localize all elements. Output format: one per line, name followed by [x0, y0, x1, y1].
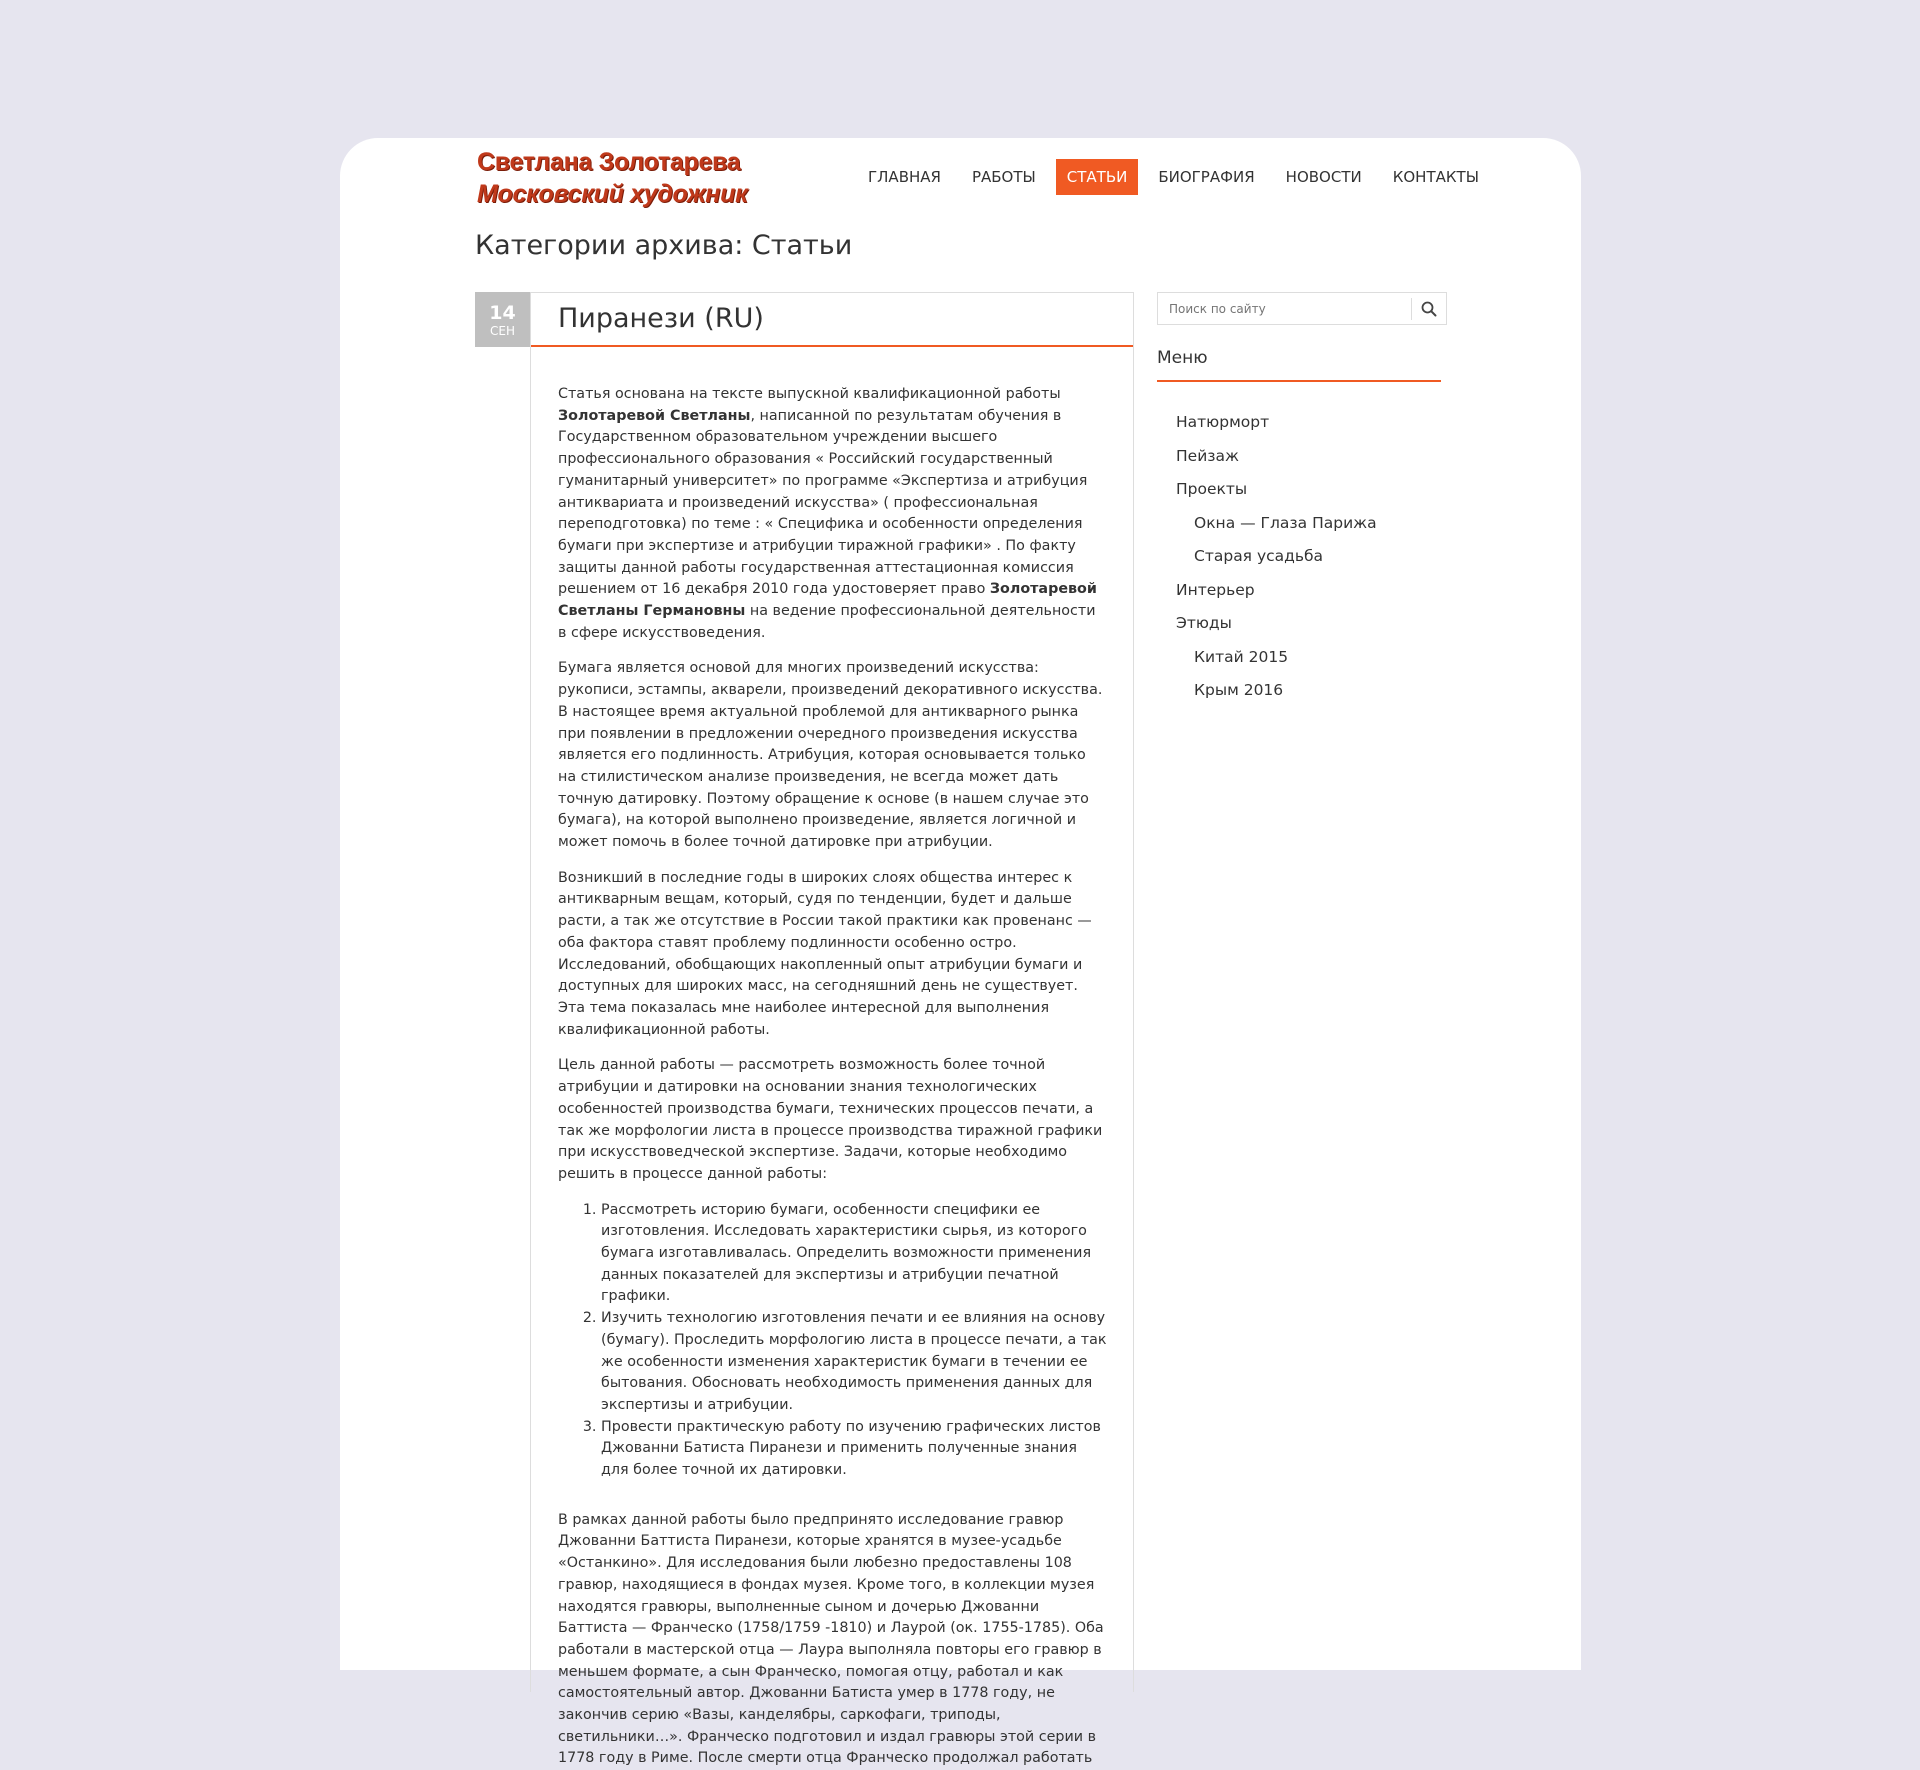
- text-span: Статья основана на тексте выпускной квалификационной работы: [558, 386, 1061, 402]
- author-name-bold: Золотаревой Светланы: [558, 407, 751, 424]
- sidebar-menu-heading: Меню: [1157, 348, 1441, 382]
- post-paragraph-5: В рамках данной работы было предпринято исследование гравюр Джованни Баттиста Пиранези, которые хранятся в музее-усадьбе «Останкино». Для исследования были любезно предоставлены 108 гравюр, находящиеся в фондах музея. Кроме того, в коллекции музея находятся гравюры, выполненные сыном и дочерью Джованни Баттиста — Франческо (1758/1759 -1810) и Лаурой (ок. 1755-1785). Оба работали в мастерской отца — Лаура выполняла повторы его гравюр в меньшем формате, а сын Франческо, помогая отцу, работал и как самостоятельный автор. Джованни Батиста умер в 1778 году, не закончив серию «Вазы, канделябры, саркофаги, триподы, светильники…». Франческо подготовил и издал гравюры этой серии в 1778 году в Риме. После смерти отца Франческо продолжал работать: [558, 1511, 1104, 1767]
- sidebar-item-old-estate[interactable]: Старая усадьба: [1194, 547, 1324, 565]
- search-input[interactable]: [1158, 294, 1411, 324]
- text-span: на ведение профессиональной деятельности в сфере искусствоведения.: [558, 603, 1096, 641]
- search-icon: [1421, 301, 1437, 317]
- nav-news[interactable]: НОВОСТИ: [1285, 168, 1362, 186]
- tasks-list-item: 3. Провести практическую работу по изучению графических листов Джованни Батиста Пиранези и применить полученные знания для более точной их датировки.: [601, 1417, 1107, 1482]
- tasks-list: [558, 1200, 1107, 1482]
- logo-line-2: Московский художник: [477, 180, 748, 208]
- archive-title: Категории архива: Статьи: [475, 230, 853, 261]
- sidebar-item-interior[interactable]: Интерьер: [1176, 580, 1255, 599]
- sidebar-item-projects[interactable]: Проекты: [1176, 480, 1248, 498]
- page-card: [340, 138, 1581, 1767]
- sidebar-item-sketches[interactable]: Этюды: [1176, 614, 1232, 632]
- search-button[interactable]: [1412, 293, 1446, 324]
- post-paragraph-2: Бумага является основой для многих произведений искусства: рукописи, эстампы, акварели, произведений декоративного искусства. В настоящее время актуальной проблемой для антикварного рынка при появлении в предложении очередного произведения искусства является его подлинность. Атрибуция, которая основывается только на стилистическом анализе произведения, не всегда может дать точную датировку. Поэтому обращение к основе (в нашем случае это бумага), на которой выполнено произведение, является логичной и может помочь в более точной датировке при атрибуции.: [558, 660, 1103, 851]
- logo-line-1: Светлана Золотарева: [477, 148, 741, 176]
- post-date-month: СЕН: [490, 324, 515, 338]
- post-title[interactable]: Пиранези (RU): [531, 293, 1133, 347]
- tasks-list-item: 1. Рассмотреть историю бумаги, особенности специфики ее изготовления. Исследовать характеристики сырья, из которого бумага изготавливалась. Определить возможности применения данных показателей для экспертизы и атрибуции печатной графики.: [601, 1200, 1107, 1309]
- post-date-badge: [475, 292, 530, 347]
- sidebar-item-crimea-2016[interactable]: Крым 2016: [1194, 681, 1284, 699]
- sidebar-item-still-life[interactable]: Натюрморт: [1176, 413, 1270, 431]
- nav-articles[interactable]: СТАТЬИ: [1056, 159, 1139, 195]
- nav-home[interactable]: ГЛАВНАЯ: [868, 168, 941, 186]
- tasks-list-item: 2. Изучить технологию изготовления печати и ее влияния на основу (бумагу). Проследить морфологию листа в процессе печати, а так же особенности изменения характеристик бумаги в течении ее бытования. Обосновать необходимость применения данных для экспертизы и атрибуции.: [601, 1308, 1107, 1417]
- main-nav: [857, 159, 1499, 195]
- nav-works[interactable]: РАБОТЫ: [971, 168, 1036, 186]
- post-paragraph-1: [558, 384, 1107, 644]
- sidebar-item-paris-windows[interactable]: Окна — Глаза Парижа: [1194, 513, 1377, 532]
- post-content: [531, 347, 1133, 1770]
- sidebar-item-china-2015[interactable]: Китай 2015: [1194, 647, 1289, 666]
- site-search: [1157, 292, 1447, 325]
- nav-biography[interactable]: БИОГРАФИЯ: [1158, 168, 1255, 186]
- sidebar-item-landscape[interactable]: Пейзаж: [1176, 446, 1239, 465]
- nav-contacts[interactable]: КОНТАКТЫ: [1392, 168, 1479, 186]
- post-article: [530, 292, 1134, 1767]
- author-fullname-bold: Золотаревой Светланы Германовны: [558, 581, 1097, 620]
- post-paragraph-4: Цель данной работы — рассмотреть возможность более точной атрибуции и датировки на основании знания технологических особенностей производства бумаги, технических процессов печати, а так же морфологии листа в процессе производства тиражной графики при искусствоведческой экспертизе. Задачи, которые необходимо решить в процессе данной работы:: [558, 1057, 1103, 1182]
- site-logo[interactable]: [477, 146, 747, 210]
- post-date-day: 14: [489, 302, 516, 324]
- sidebar-menu: [1176, 410, 1377, 712]
- post-paragraph-3: Возникший в последние годы в широких слоях общества интерес к антикварным вещам, который, судя по тенденции, будет и дальше расти, а так же отсутствие в России такой практики как провенанс — оба фактора ставят проблему подлинности особенно остро. Исследований, обобщающих накопленный опыт атрибуции бумаги и доступных для широких масс, на сегодняшний день не существует. Эта тема показалась мне наиболее интересной для выполнения квалификационной работы.: [558, 869, 1092, 1038]
- text-span: , написанной по результатам обучения в Государственном образовательном учреждении высшего профессионального образования « Российский государственный гуманитарный университет» по программе «Экспертиза и атрибуция антиквариата и произведений искусства» ( профессиональная переподготовка) по теме : « Специфика и особенности определения бумаги при экспертизе и атрибуции тиражной графики» . По факту защиты данной работы государственная аттестационная комиссия решением от 16 декабря 2010 года удостоверяет право: [558, 407, 1088, 598]
